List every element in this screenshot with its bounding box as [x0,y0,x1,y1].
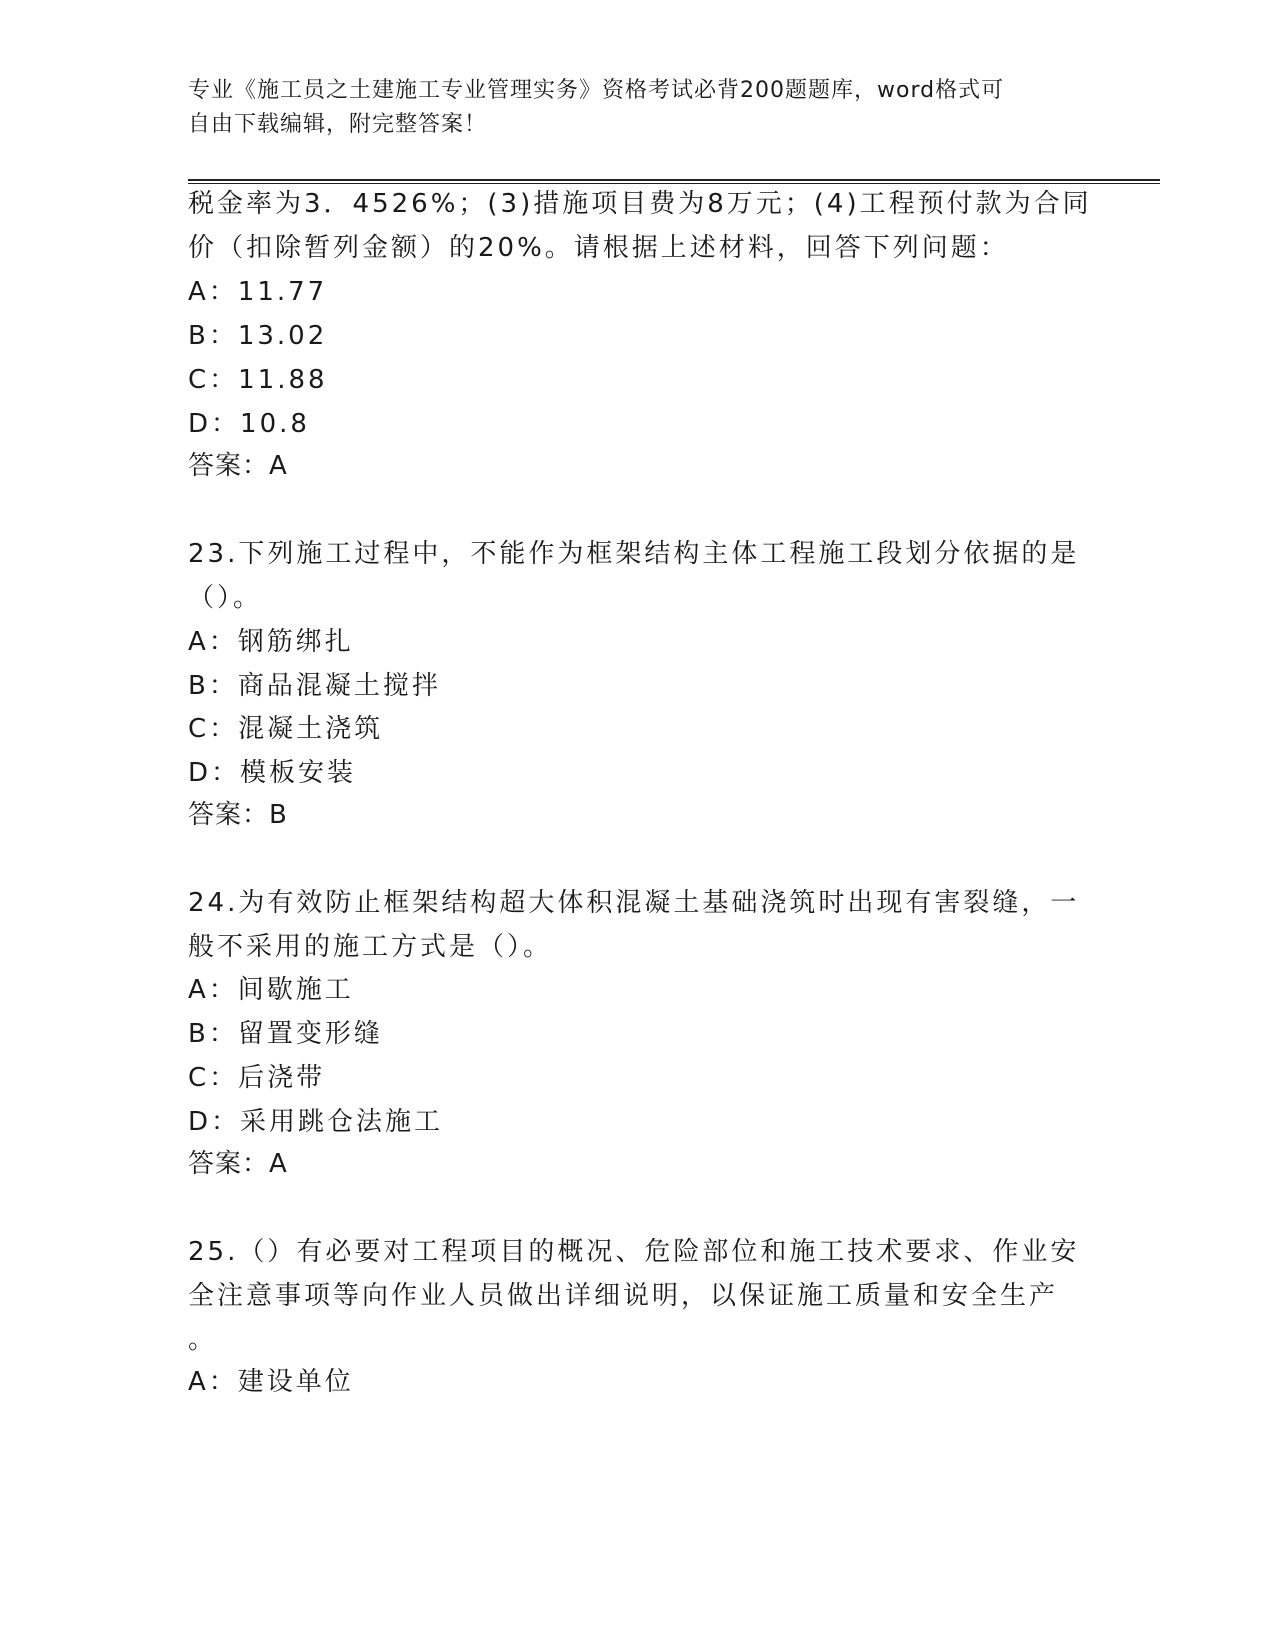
q23-option-c: C：混凝土浇筑 [188,714,384,744]
q24-option-b: B：留置变形缝 [188,1019,383,1049]
q23-option-d: D：模板安装 [188,758,357,788]
q25-text-line-1: 25.（）有必要对工程项目的概况、危险部位和施工技术要求、作业安 [188,1237,1080,1267]
q25-text-line-3: 。 [188,1325,218,1355]
q22-option-d: D：10.8 [188,409,310,439]
q24-option-a: A：间歇施工 [188,975,354,1005]
q25-text-line-2: 全注意事项等向作业人员做出详细说明，以保证施工质量和安全生产 [188,1281,1059,1311]
q24-text-line-1: 24.为有效防止框架结构超大体积混凝土基础浇筑时出现有害裂缝，一 [188,888,1080,918]
header-divider [188,179,1160,184]
q25-option-a: A：建设单位 [188,1367,354,1397]
q22-option-b: B：13.02 [188,321,328,351]
page-header [188,74,1088,142]
q23-option-b: B：商品混凝土搅拌 [188,671,441,701]
q23-option-a: A：钢筋绑扎 [188,627,354,657]
q24-text-line-2: 般不采用的施工方式是（）。 [188,932,553,962]
q23-answer: 答案：B [188,800,288,830]
q22-option-a: A：11.77 [188,277,328,307]
q22-text-line-2: 价（扣除暂列金额）的20%。请根据上述材料，回答下列问题： [188,233,1009,263]
header-line-2: 自由下载编辑，附完整答案！ [188,112,488,137]
q24-option-c: C：后浇带 [188,1063,326,1093]
q22-option-c: C：11.88 [188,365,328,395]
q23-text-line-2: （）。 [188,583,263,613]
q23-text-line-1: 23.下列施工过程中，不能作为框架结构主体工程施工段划分依据的是 [188,539,1080,569]
q22-text-line-1: 税金率为3．4526%；(3)措施项目费为8万元；(4)工程预付款为合同 [188,189,1092,219]
q22-answer: 答案：A [188,451,288,481]
header-line-1: 专业《施工员之土建施工专业管理实务》资格考试必背200题题库，word格式可 [188,78,1005,103]
q24-option-d: D：采用跳仓法施工 [188,1107,444,1137]
q24-answer: 答案：A [188,1149,288,1179]
